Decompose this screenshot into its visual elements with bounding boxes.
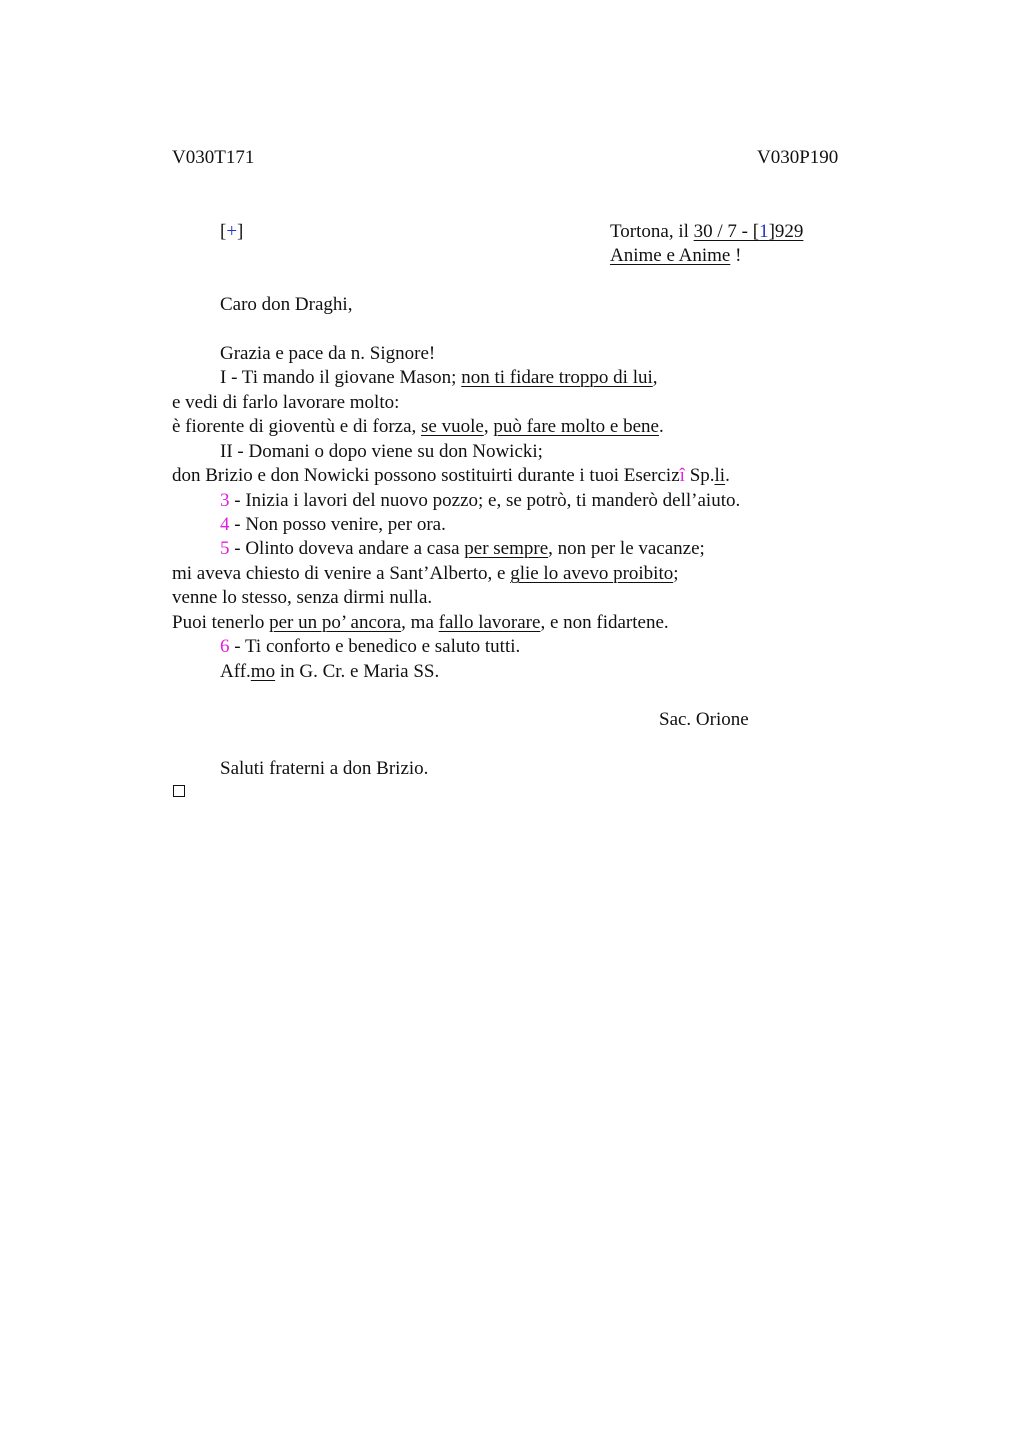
salutation: Caro don Draghi, [220,294,353,315]
body-line: I - Ti mando il giovane Mason; non ti fidare troppo di lui, [220,367,658,388]
body-line: Puoi tenerlo per un po’ ancora, ma fallo lavorare, e non fidartene. [172,612,669,633]
body-line: 3 - Inizia i lavori del nuovo pozzo; e, se potrò, ti manderò dell’aiuto. [220,490,741,511]
body-line: Grazia e pace da n. Signore! [220,343,436,364]
body-line: II - Domani o dopo viene su don Nowicki; [220,441,543,462]
cross-symbol: + [226,221,238,242]
body-line: don Brizio e don Nowicki possono sostituirti durante i tuoi Esercizî Sp.li. [172,465,730,486]
closing-line: Aff.mo in G. Cr. e Maria SS. [220,661,440,682]
body-line: è fiorente di gioventù e di forza, se vuole, può fare molto e bene. [172,416,664,437]
dateline: Tortona, il 30 / 7 - [1]929 [610,221,804,242]
signature: Sac. Orione [659,709,749,730]
body-line: 4 - Non posso venire, per ora. [220,514,446,535]
body-line: venne lo stesso, senza dirmi nulla. [172,587,433,608]
item-number: 3 [220,490,230,511]
body-line: mi aveva chiesto di venire a Sant’Alberto, e glie lo avevo proibito; [172,563,679,584]
item-number: 6 [220,636,230,657]
postscript: Saluti fraterni a don Brizio. [220,758,429,779]
document-code-right: V030P190 [757,147,839,168]
item-number: 5 [220,538,230,559]
body-line: e vedi di farlo lavorare molto: [172,392,400,413]
cross-mark: [+] [220,221,244,242]
letter-date: 30 / 7 - [1]929 [693,221,804,242]
document-code-left: V030T171 [172,147,255,168]
checkbox-icon [173,785,185,797]
body-line: 5 - Olinto doveva andare a casa per sempre, non per le vacanze; [220,538,705,559]
motto: Anime e Anime ! [610,245,742,266]
body-line: 6 - Ti conforto e benedico e saluto tutti. [220,636,521,657]
item-number: 4 [220,514,230,535]
